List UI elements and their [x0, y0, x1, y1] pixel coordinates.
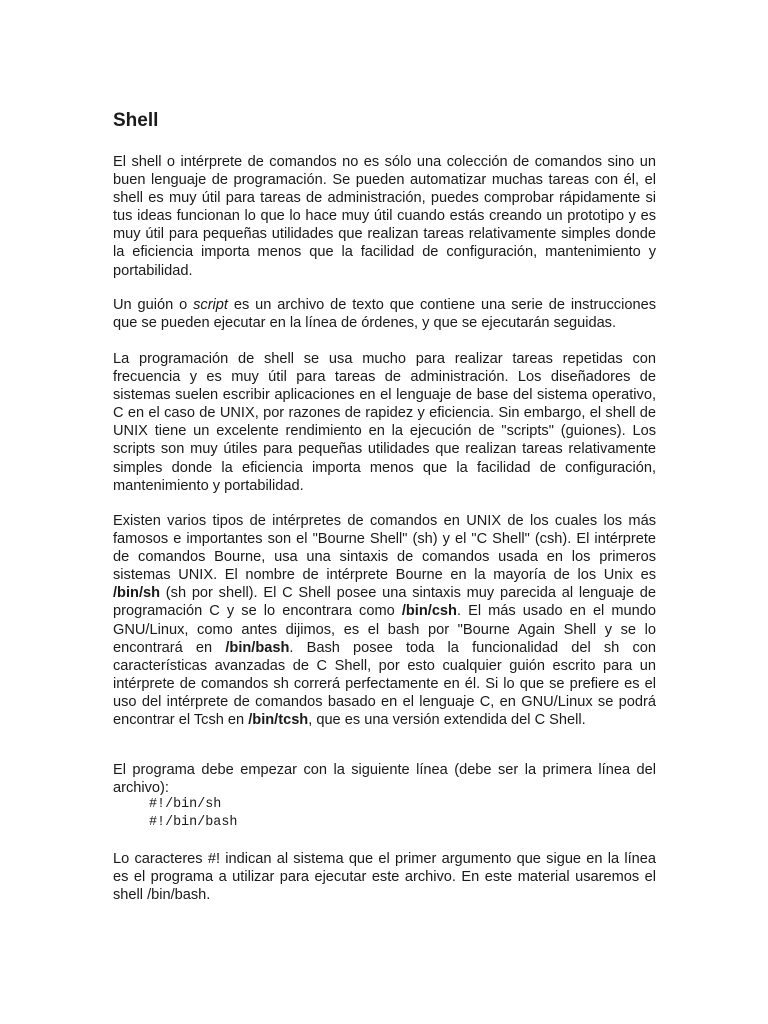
text-run: . Bash posee toda la funcionalidad del sh con características avanzadas de C Shell, por esto cualquier guión escrito para un intérprete de comandos sh correrá perfectamente en él. Si lo que se prefiere es el uso del intérprete de comandos basado en el lenguaje C, en GNU/Linux se podrá encontrar el Tcsh en	[113, 639, 656, 729]
text-run: , que es una versión extendida del C Shell.	[308, 712, 586, 729]
path-bin-tcsh: /bin/tcsh	[248, 712, 309, 729]
page-title: Shell	[113, 110, 159, 131]
text-run: es un archivo de texto que contiene una serie de instrucciones que se pueden ejecutar en la línea de órdenes, y que se ejecutarán seguidas.	[113, 297, 656, 332]
text-run: Un guión o	[113, 297, 194, 313]
paragraph-intro: El shell o intérprete de comandos no es sólo una colección de comandos sino un buen lenguaje de programación. Se pueden automatizar muchas tareas con él, el shell es muy útil para tareas de administración, puedes comprobar rápidamente si tus ideas funcionan lo que lo hace muy útil cuando estás creando un prototipo y es muy útil para pequeñas utilidades que realizan tareas relativamente simples donde la eficiencia importa menos que la facilidad de configuración, mantenimiento y portabilidad.	[113, 154, 656, 279]
paragraph-script-definition	[113, 296, 656, 332]
paragraph-shebang-explanation: Lo caracteres #! indican al sistema que el primer argumento que sigue en la línea es el programa a utilizar para ejecutar este archivo. En este material usaremos el shell /bin/bash.	[113, 851, 656, 904]
text-run: (sh por shell). El C Shell posee una sintaxis muy parecida al lenguaje de programación C y se lo encontrara como	[113, 585, 656, 620]
paragraph-first-line: El programa debe empezar con la siguiente línea (debe ser la primera línea del archivo):	[113, 762, 656, 797]
italic-term-script: script	[193, 297, 228, 313]
paragraph-shell-programming: La programación de shell se usa mucho para realizar tareas repetidas con frecuencia y es muy útil para tareas de administración. Los diseñadores de sistemas suelen escribir aplicaciones en el lenguaje de base del sistema operativo, C en el caso de UNIX, por razones de rapidez y eficiencia. Sin embargo, el shell de UNIX tiene un excelente rendimiento en la ejecución de "scripts" (guiones). Los scripts son muy útiles para pequeñas utilidades que realizan tareas relativamente simples donde la eficiencia importa menos que la facilidad de configuración, mantenimiento y portabilidad.	[113, 351, 656, 494]
text-run: . El más usado en el mundo GNU/Linux, como antes dijimos, es el bash por "Bourne Again Shell y se lo encontrará en	[113, 603, 656, 656]
paragraph-shell-types	[113, 512, 656, 729]
path-bin-csh: /bin/csh	[401, 603, 457, 620]
code-line-sh: #!/bin/sh	[149, 797, 222, 812]
path-bin-bash: /bin/bash	[225, 639, 290, 656]
text-run: Existen varios tipos de intérpretes de comandos en UNIX de los cuales los más famosos e importantes son el "Bourne Shell" (sh) y el "C Shell" (csh). El intérprete de comandos Bourne, usa una sintaxis de comandos usada en los primeros sistemas UNIX. El nombre de intérprete Bourne en la mayoría de los Unix es	[113, 513, 656, 584]
code-line-bash: #!/bin/bash	[149, 815, 238, 830]
path-bin-sh: /bin/sh	[113, 585, 161, 602]
